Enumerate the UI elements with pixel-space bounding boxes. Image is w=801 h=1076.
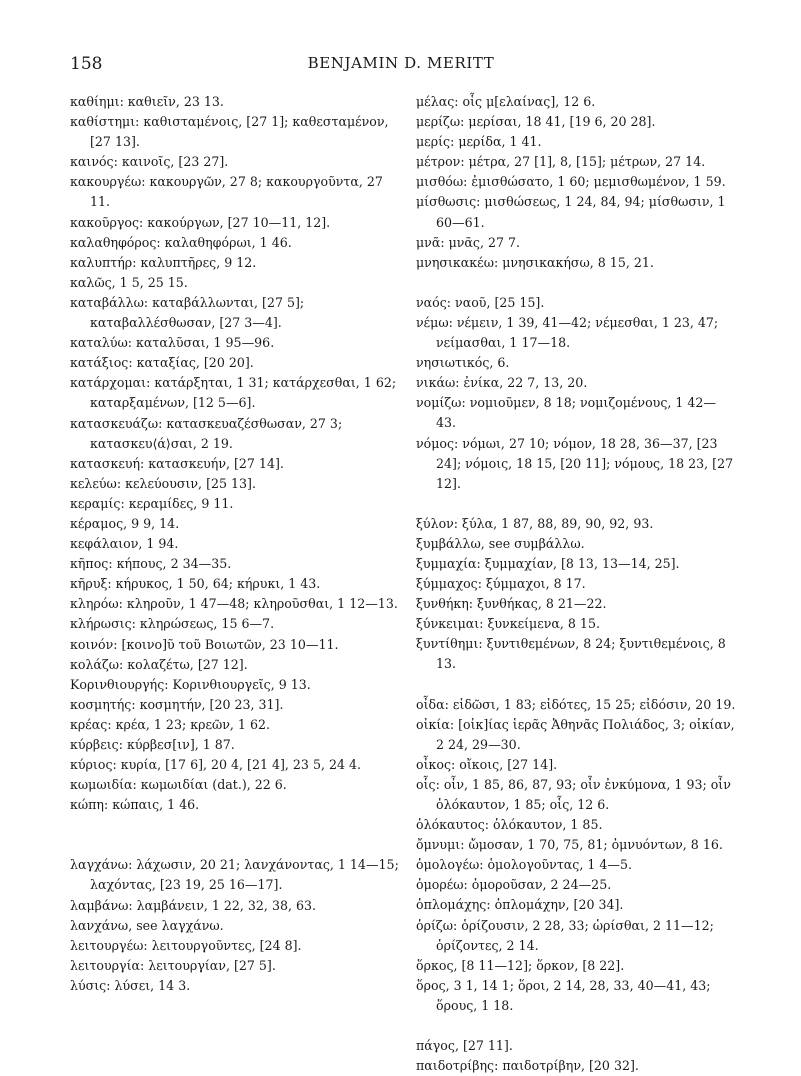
index-entry: καθίστημι: καθισταμένοις, [27 1]; καθεσταμένον, [27 13]. — [70, 114, 389, 150]
index-entry: κατάξιος: καταξίας, [20 20]. — [70, 355, 254, 371]
index-entry: λειτουργία: λειτουργίαν, [27 5]. — [70, 957, 276, 973]
page-number: 158 — [70, 54, 103, 74]
index-entry: καλαθηφόρος: καλαθηφόρωι, 1 46. — [70, 234, 292, 250]
index-entry: ὁμορέω: ὁμοροῦσαν, 2 24—25. — [416, 877, 612, 893]
index-entry: ὁρίζω: ὁρίζουσιν, 2 28, 33; ὡρίσθαι, 2 11—12; ὁρίζοντες, 2 14. — [416, 917, 714, 953]
index-entry: καταβάλλω: καταβάλλωνται, [27 5]; καταβαλλέσθωσαν, [27 3—4]. — [70, 294, 305, 331]
index-entry: λειτουργέω: λειτουργοῦντες, [24 8]. — [70, 937, 302, 953]
index-entry: οἰκία: [οἰκ]ίας ἱερᾶς Ἀθηνᾶς Πολιάδος, 3; οἰκίαν, 2 24, 29—30. — [416, 716, 735, 752]
index-entry: ὁμολογέω: ὁμολογοῦντας, 1 4—5. — [416, 857, 632, 873]
index-entry: νομίζω: νομιοῦμεν, 8 18; νομιζομένους, 1 42—43. — [416, 395, 717, 431]
index-entry: μέλας: οἷς μ[ελαίνας], 12 6. — [416, 94, 596, 109]
index-entry: κολάζω: κολαζέτω, [27 12]. — [70, 656, 248, 672]
index-entry: πάγος, [27 11]. — [416, 1038, 513, 1054]
index-entry: ναός: ναοῦ, [25 15]. — [416, 294, 545, 310]
index-entry: Κορινθιουργής: Κορινθιουργεῖς, 9 13. — [70, 676, 311, 692]
index-entry: οἷς: οἶν, 1 85, 86, 87, 93; οἶν ἐνκύμονα, 1 93; οἶν ὁλόκαυτον, 1 85; οἷς, 12 6. — [416, 776, 731, 812]
index-entry: μισθόω: ἐμισθώσατο, 1 60; μεμισθωμένον, 1 59. — [416, 174, 726, 190]
section-gap — [70, 815, 402, 855]
index-entry: νόμος: νόμωι, 27 10; νόμον, 18 28, 36—37, [23 24]; νόμοις, 18 15, [20 11]; νόμους, 18 23, [27 12]. — [416, 435, 734, 491]
index-entry: οἶδα: εἰδῶσι, 1 83; εἰδότες, 15 25; εἰδόσιν, 20 19. — [416, 696, 736, 712]
index-entry: καινός: καινοῖς, [23 27]. — [70, 154, 229, 170]
index-entry: μνησικακέω: μνησικακήσω, 8 15, 21. — [416, 254, 654, 270]
index-entry: νησιωτικός, 6. — [416, 355, 510, 371]
index-entry: λανχάνω, see λαγχάνω. — [70, 917, 224, 933]
index-entry: καθίημι: καθιεῖν, 23 13. — [70, 94, 224, 109]
index-entry: ξυμμαχία: ξυμμαχίαν, [8 13, 13—14, 25]. — [416, 555, 680, 571]
index-entry: ξύμμαχος: ξύμμαχοι, 8 17. — [416, 576, 586, 592]
index-entry: λύσις: λύσει, 14 3. — [70, 977, 191, 993]
index-entry: καλυπτήρ: καλυπτῆρες, 9 12. — [70, 254, 257, 270]
index-entry: κελεύω: κελεύουσιν, [25 13]. — [70, 475, 256, 491]
running-head: BENJAMIN D. MERITT — [307, 54, 495, 72]
index-entry: κύρβεις: κύρβεσ[ιν], 1 87. — [70, 737, 235, 752]
index-entry: λαμβάνω: λαμβάνειν, 1 22, 32, 38, 63. — [70, 897, 317, 913]
index-entry: ξύλον: ξύλα, 1 87, 88, 89, 90, 92, 93. — [416, 515, 654, 531]
index-entry: ὁπλομάχης: ὁπλομάχην, [20 34]. — [416, 897, 624, 913]
index-entry: ξυμβάλλω, see συμβάλλω. — [416, 535, 585, 551]
index-entry: ὅρος, 3 1, 14 1; ὅροι, 2 14, 28, 33, 40—41, 43; ὅρους, 1 18. — [416, 977, 711, 1013]
index-entry: κῆπος: κήπους, 2 34—35. — [70, 556, 232, 572]
index-entry: μερίς: μερίδα, 1 41. — [416, 134, 542, 150]
index-entry: οἶκος: οἴκοις, [27 14]. — [416, 756, 558, 772]
index-entry: καταλύω: καταλῦσαι, 1 95—96. — [70, 335, 275, 351]
index-entry: ξυντίθημι: ξυντιθεμένων, 8 24; ξυντιθεμένοις, 8 13. — [416, 636, 726, 672]
index-entry: κέραμος, 9 9, 14. — [70, 515, 180, 531]
index-entry: κῆρυξ: κήρυκος, 1 50, 64; κήρυκι, 1 43. — [70, 576, 321, 592]
index-entry: μίσθωσις: μισθώσεως, 1 24, 84, 94; μίσθωσιν, 1 60—61. — [416, 194, 726, 230]
index-entry: κλήρωσις: κληρώσεως, 15 6—7. — [70, 616, 275, 632]
index-entry: ξυνθήκη: ξυνθήκας, 8 21—22. — [416, 596, 607, 612]
index-entry: μερίζω: μερίσαι, 18 41, [19 6, 20 28]. — [416, 114, 656, 130]
index-entry: κατασκευάζω: κατασκευαζέσθωσαν, 27 3; κατασκευ⟨ά⟩σαι, 2 19. — [70, 415, 343, 451]
index-entry: κληρόω: κληροῦν, 1 47—48; κληροῦσθαι, 1 12—13. — [70, 596, 398, 612]
index-entry: ὅρκος, [8 11—12]; ὅρκον, [8 22]. — [416, 957, 625, 973]
index-entry: κεφάλαιον, 1 94. — [70, 536, 179, 552]
index-entry: παιδοτρίβης: παιδοτρίβην, [20 32]. — [416, 1058, 639, 1074]
index-entry: λαγχάνω: λάχωσιν, 20 21; λανχάνοντας, 1 14—15; λαχόντας, [23 19, 25 16—17]. — [70, 857, 399, 893]
index-entry: ὁλόκαυτος: ὁλόκαυτον, 1 85. — [416, 817, 603, 833]
index-entry: κοσμητής: κοσμητήν, [20 23, 31]. — [70, 696, 284, 712]
index-column-right — [416, 92, 736, 1076]
index-entry: κατάρχομαι: κατάρξηται, 1 31; κατάρχεσθαι, 1 62; καταρξαμένων, [12 5—6]. — [70, 375, 397, 411]
section-gap — [416, 1016, 736, 1036]
index-entry: μέτρον: μέτρα, 27 [1], 8, [15]; μέτρων, 27 14. — [416, 154, 706, 170]
index-entry: νικάω: ἐνίκα, 22 7, 13, 20. — [416, 375, 588, 391]
index-entry: κύριος: κυρία, [17 6], 20 4, [21 4], 23 5, 24 4. — [70, 757, 362, 773]
index-entry: μνᾶ: μνᾶς, 27 7. — [416, 234, 521, 250]
index-entry: κρέας: κρέα, 1 23; κρεῶν, 1 62. — [70, 716, 270, 732]
page-header — [70, 54, 732, 78]
index-entry: κακουργέω: κακουργῶν, 27 8; κακουργοῦντα, 27 11. — [70, 174, 383, 210]
index-column-left — [70, 92, 402, 996]
index-entry: ξύνκειμαι: ξυνκείμενα, 8 15. — [416, 616, 600, 632]
index-entry: νέμω: νέμειν, 1 39, 41—42; νέμεσθαι, 1 23, 47; νείμασθαι, 1 17—18. — [416, 314, 719, 351]
section-gap — [416, 494, 736, 514]
index-entry: κοινόν: [κοινο]ῦ τοῦ Βοιωτῶν, 23 10—11. — [70, 636, 339, 652]
section-gap — [416, 675, 736, 695]
index-entry: καλῶς, 1 5, 25 15. — [70, 274, 188, 290]
section-gap — [416, 273, 736, 293]
index-entry: κεραμίς: κεραμίδες, 9 11. — [70, 495, 234, 511]
index-entry: κώπη: κώπαις, 1 46. — [70, 797, 200, 813]
index-entry: κατασκευή: κατασκευήν, [27 14]. — [70, 455, 284, 471]
index-entry: κωμωιδία: κωμωιδίαι (dat.), 22 6. — [70, 777, 287, 793]
index-entry: ὄμνυμι: ὤμοσαν, 1 70, 75, 81; ὀμνυόντων, 8 16. — [416, 837, 723, 853]
index-entry: κακοῦργος: κακούργων, [27 10—11, 12]. — [70, 214, 331, 230]
